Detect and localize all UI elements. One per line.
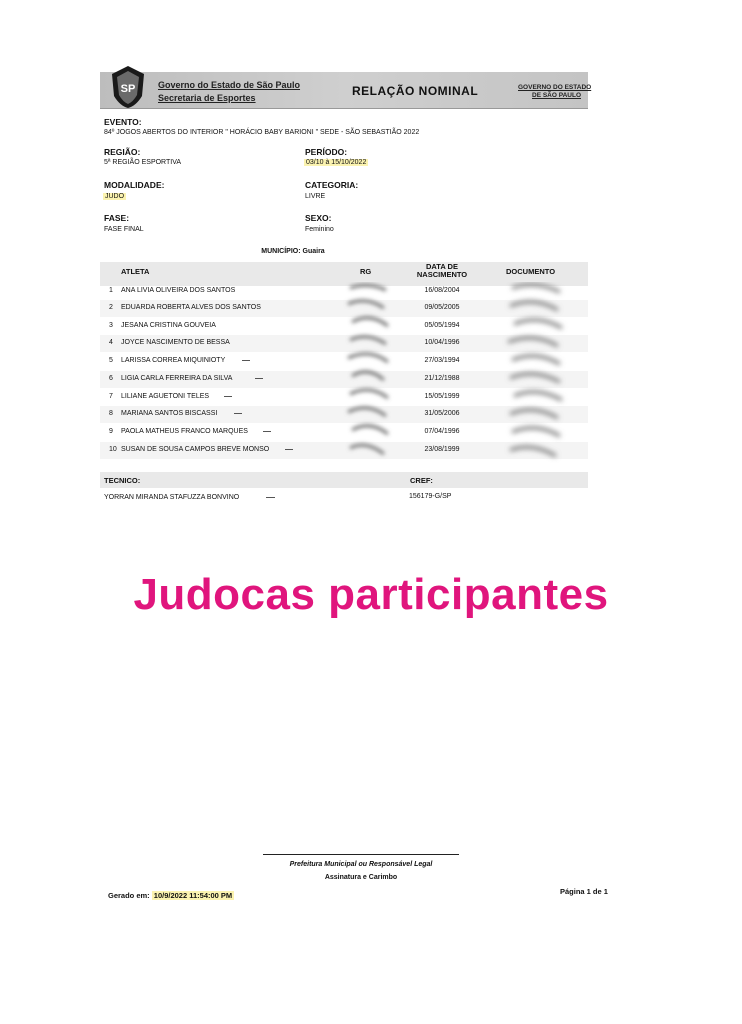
modalidade-label: MODALIDADE:	[104, 180, 165, 190]
athlete-name: MARIANA SANTOS BISCASSI	[121, 410, 218, 417]
col-documento: DOCUMENTO	[506, 267, 556, 276]
row-number: 8	[109, 410, 113, 417]
gov-right-line1: GOVERNO DO ESTADO	[518, 84, 592, 91]
page-number: Página 1 de 1	[560, 887, 608, 896]
birth-date: 09/05/2005	[424, 304, 460, 311]
athlete-name: PAOLA MATHEUS FRANCO MARQUES	[121, 428, 248, 435]
col-nascimento-line1: DATA DE	[426, 262, 458, 271]
evento-label: EVENTO:	[104, 117, 142, 127]
row-number: 1	[109, 287, 113, 294]
periodo-label: PERÍODO:	[305, 147, 348, 157]
cref-label: CREF:	[410, 476, 433, 485]
gov-right-line2: DE SÃO PAULO	[532, 92, 581, 99]
evento-value: 84º JOGOS ABERTOS DO INTERIOR " HORÁCIO BABY BARIONI " SEDE - SÃO SEBASTIÃO 2022	[104, 129, 420, 136]
redacted-rg-column	[340, 282, 396, 462]
row-number: 3	[109, 322, 113, 329]
regiao-value: 5ª REGIÃO ESPORTIVA	[104, 159, 182, 166]
sp-crest-icon	[108, 64, 148, 110]
categoria-label: CATEGORIA:	[305, 180, 359, 190]
overlay-title: Judocas participantes	[133, 570, 609, 619]
athlete-name: SUSAN DE SOUSA CAMPOS BREVE MONSO	[121, 446, 270, 453]
athlete-name: LARISSA CORREA MIQUINIOTY	[121, 357, 226, 364]
row-number: 7	[109, 393, 113, 400]
col-atleta: ATLETA	[121, 267, 150, 276]
categoria-value: LIVRE	[305, 193, 326, 200]
birth-date: 31/05/2006	[424, 410, 460, 417]
sexo-label: SEXO:	[305, 213, 332, 223]
birth-date: 05/05/1994	[424, 322, 460, 329]
pen-mark	[255, 378, 263, 379]
row-number: 4	[109, 339, 113, 346]
row-number: 9	[109, 428, 113, 435]
athlete-name: ANA LIVIA OLIVEIRA DOS SANTOS	[121, 287, 236, 294]
fase-label: FASE:	[104, 213, 130, 223]
sexo-value: Feminino	[305, 226, 334, 233]
cref-value: 156179-G/SP	[409, 493, 452, 500]
municipio: MUNICÍPIO: Guaira	[261, 248, 325, 255]
pen-mark	[234, 413, 242, 414]
row-number: 10	[109, 446, 117, 453]
athlete-name: EDUARDA ROBERTA ALVES DOS SANTOS	[121, 304, 261, 311]
birth-date: 21/12/1988	[424, 375, 460, 382]
regiao-label: REGIÃO:	[104, 147, 141, 157]
modalidade-value: JUDO	[105, 193, 125, 200]
tecnico-label: TECNICO:	[104, 476, 141, 485]
redacted-documento-column	[500, 282, 570, 464]
document-title: RELAÇÃO NOMINAL	[352, 84, 479, 98]
birth-date: 27/03/1994	[424, 357, 460, 364]
birth-date: 10/04/1996	[424, 339, 460, 346]
col-rg: RG	[360, 267, 372, 276]
athlete-name: JESANA CRISTINA GOUVEIA	[121, 322, 216, 329]
periodo-value: 03/10 à 15/10/2022	[306, 159, 367, 166]
birth-date: 23/08/1999	[424, 446, 460, 453]
signature-caption: Prefeitura Municipal ou Responsável Legal	[289, 861, 433, 868]
pen-mark	[242, 360, 250, 361]
row-number: 6	[109, 375, 113, 382]
athlete-name: LIGIA CARLA FERREIRA DA SILVA	[121, 375, 233, 382]
tecnico-name: YORRAN MIRANDA STAFUZZA BONVINO	[104, 494, 240, 501]
generated-at	[108, 891, 234, 900]
secretaria-name: Secretaria de Esportes	[158, 93, 256, 103]
generated-label: Gerado em:	[108, 891, 150, 900]
generated-value: 10/9/2022 11:54:00 PM	[153, 891, 233, 900]
signature-subcaption: Assinatura e Carimbo	[324, 874, 398, 881]
tecnico-band	[100, 472, 588, 488]
athlete-name: JOYCE NASCIMENTO DE BESSA	[121, 339, 230, 346]
pen-mark	[266, 497, 275, 498]
col-nascimento	[400, 263, 484, 279]
athlete-name: LILIANE AGUETONI TELES	[121, 393, 210, 400]
row-number: 2	[109, 304, 113, 311]
pen-mark	[224, 396, 232, 397]
gov-name: Governo do Estado de São Paulo	[158, 80, 301, 90]
signature-line	[263, 854, 459, 855]
header-band	[100, 72, 588, 109]
birth-date: 15/05/1999	[424, 393, 460, 400]
crest-text: SP	[120, 83, 136, 95]
pen-mark	[263, 431, 271, 432]
row-number: 5	[109, 357, 113, 364]
birth-date: 07/04/1996	[424, 428, 460, 435]
fase-value: FASE FINAL	[104, 226, 144, 233]
col-nascimento-line2: NASCIMENTO	[416, 270, 468, 279]
pen-mark	[285, 449, 293, 450]
birth-date: 16/08/2004	[424, 287, 460, 294]
